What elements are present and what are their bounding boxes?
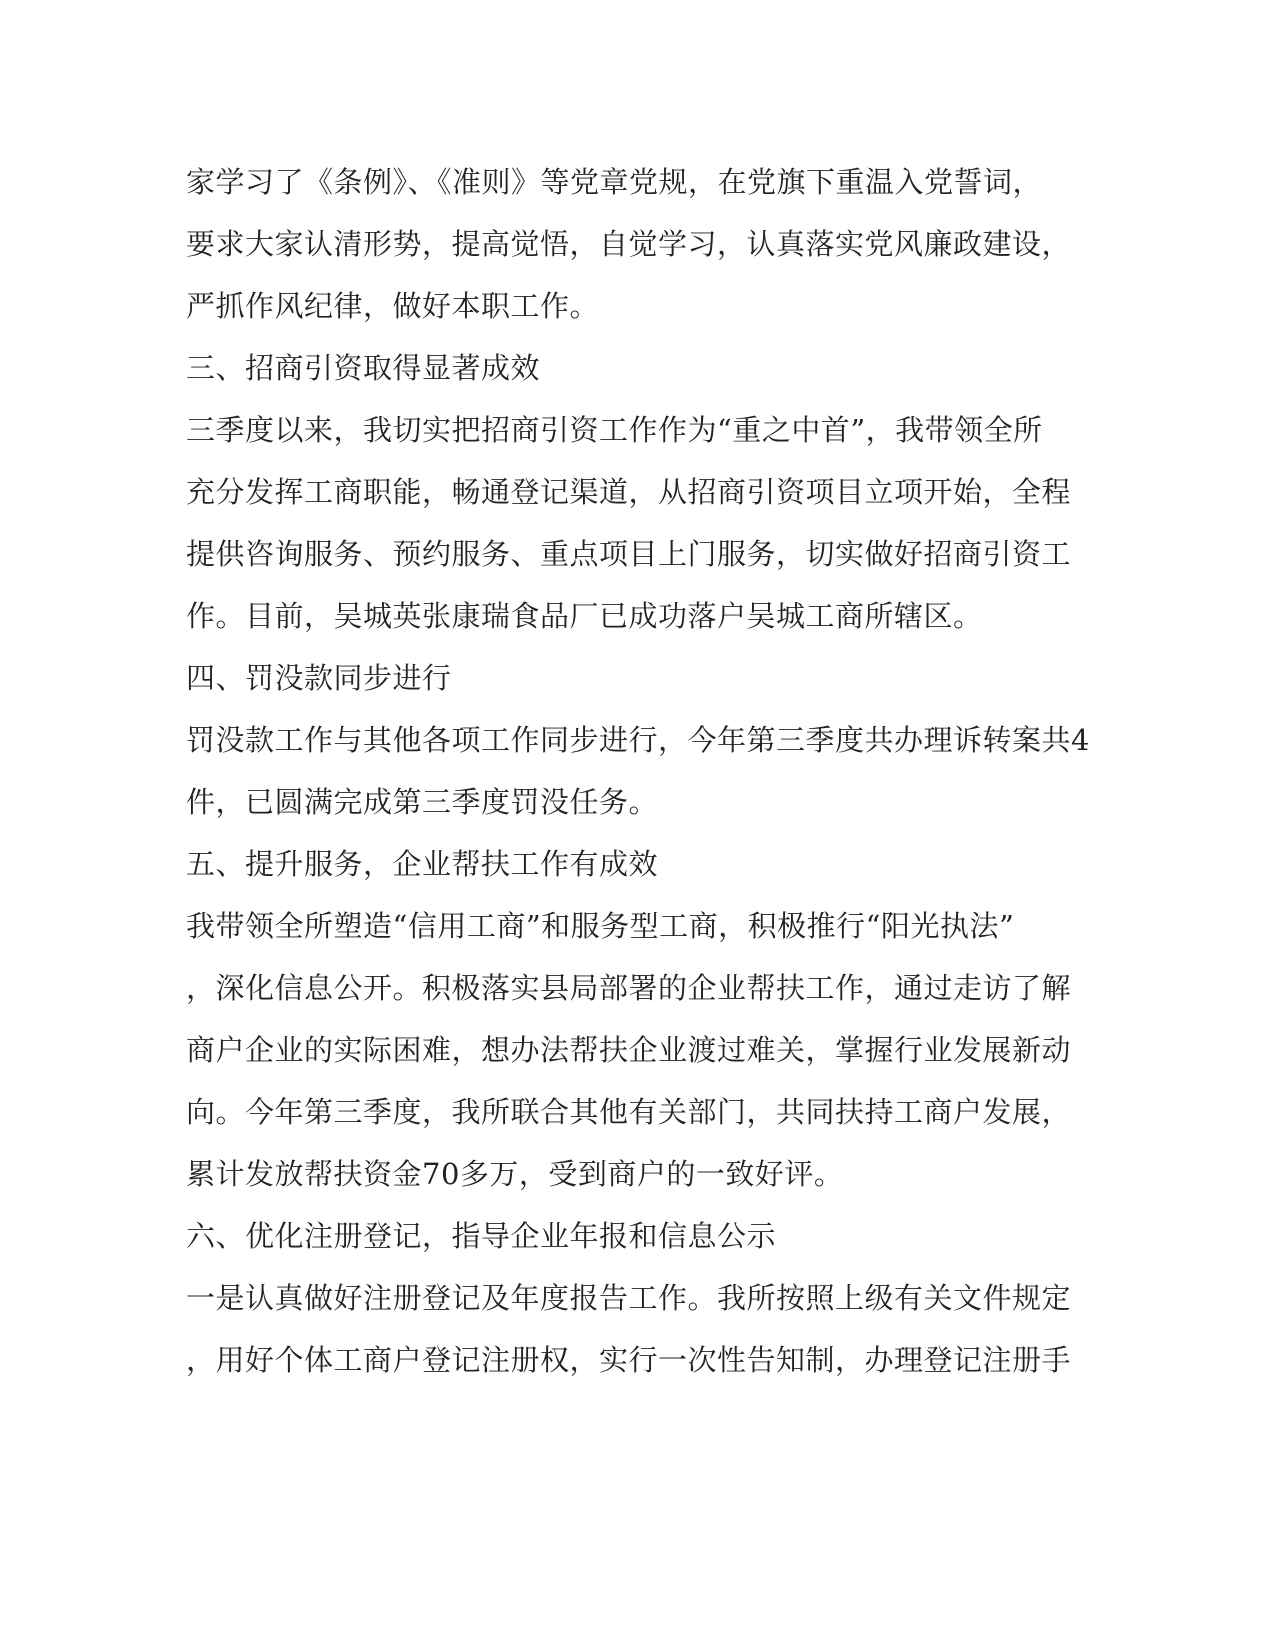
body-text-line: 三季度以来，我切实把招商引资工作作为“重之中首”，我带领全所 <box>186 413 1043 447</box>
body-text-line: 严抓作风纪律，做好本职工作。 <box>186 289 600 323</box>
body-text-line: ，用好个体工商户登记注册权，实行一次性告知制，办理登记注册手 <box>186 1343 1072 1377</box>
body-text-line: 作。目前，吴城英张康瑞食品厂已成功落户吴城工商所辖区。 <box>186 599 983 633</box>
body-text-line: 我带领全所塑造“信用工商”和服务型工商，积极推行“阳光执法” <box>186 909 1015 943</box>
section-heading: 四、罚没款同步进行 <box>186 661 452 695</box>
body-text-line: 件，已圆满完成第三季度罚没任务。 <box>186 785 659 819</box>
section-heading: 三、招商引资取得显著成效 <box>186 351 541 385</box>
body-text-line: 家学习了《条例》、《准则》等党章党规，在党旗下重温入党誓词， <box>186 165 1043 199</box>
body-text-line: 要求大家认清形势，提高觉悟，自觉学习，认真落实党风廉政建设， <box>186 227 1072 261</box>
body-text-line: 累计发放帮扶资金70多万，受到商户的一致好评。 <box>186 1157 844 1191</box>
body-text-line: 罚没款工作与其他各项工作同步进行，今年第三季度共办理诉转案共4 <box>186 723 1090 757</box>
section-heading: 六、优化注册登记，指导企业年报和信息公示 <box>186 1219 777 1253</box>
body-text-line: 向。今年第三季度，我所联合其他有关部门，共同扶持工商户发展， <box>186 1095 1072 1129</box>
body-text-line: 提供咨询服务、预约服务、重点项目上门服务，切实做好招商引资工 <box>186 537 1072 571</box>
body-text-line: 充分发挥工商职能，畅通登记渠道，从招商引资项目立项开始，全程 <box>186 475 1072 509</box>
body-text-line: 商户企业的实际困难，想办法帮扶企业渡过难关，掌握行业发展新动 <box>186 1033 1072 1067</box>
body-text-line: 一是认真做好注册登记及年度报告工作。我所按照上级有关文件规定 <box>186 1281 1072 1315</box>
body-text-line: ，深化信息公开。积极落实县局部署的企业帮扶工作，通过走访了解 <box>186 971 1072 1005</box>
section-heading: 五、提升服务，企业帮扶工作有成效 <box>186 847 659 881</box>
